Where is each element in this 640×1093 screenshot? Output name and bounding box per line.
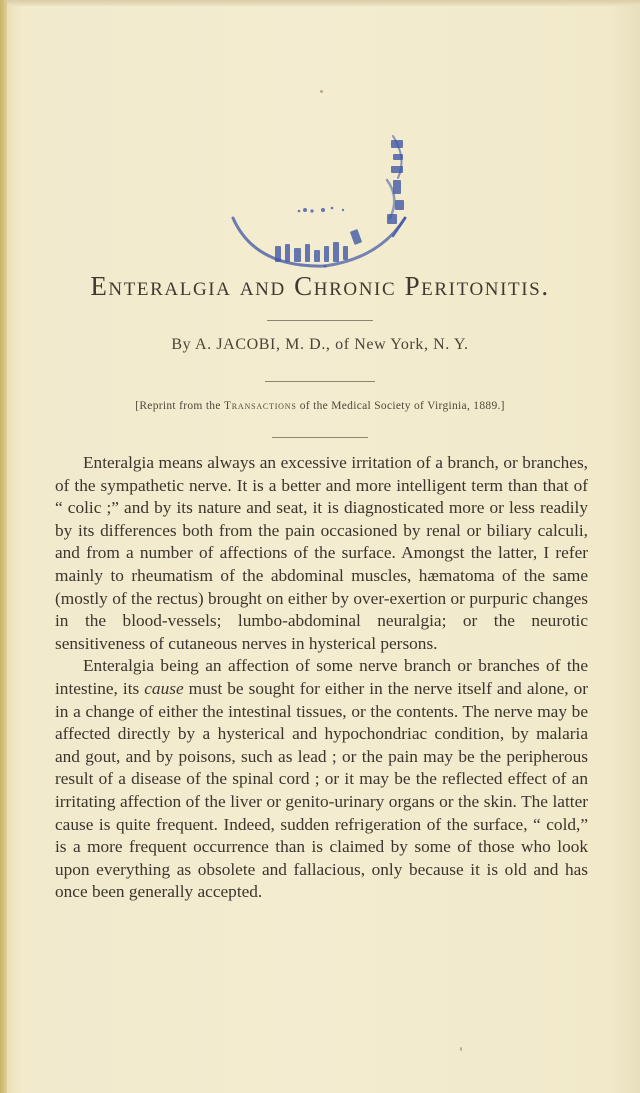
reprint-journal: Transactions xyxy=(223,400,297,412)
author-byline: By A. JACOBI, M. D., of New York, N. Y. xyxy=(171,336,469,353)
paragraph-text: Enteralgia being an affection of some nerve branch or branches of the intestine, its xyxy=(55,656,588,698)
paragraph xyxy=(55,655,588,904)
emphasis-text: cause xyxy=(144,678,184,698)
paragraph: Enteralgia means always an excessive irritation of a branch, or branches, of the sympathetic nerve. It is a better and more intelligent term than that of “ colic ;” and by its nature and seat, it is diagnosticated more or less readily by its differences both from the pain occasioned by renal or biliary calculi, and from a number of affections of the surface. Amongst the latter, I refer mainly to rheumatism of the abdominal muscles, hæmatoma of the same (mostly of the rectus) brought on either by over-exertion or purpuric changes in the blood-vessels; lumbo-abdominal neuralgia; or the neurotic sensitiveness of cutaneous nerves in hysterical persons. xyxy=(55,453,588,653)
reprint-divider xyxy=(272,437,368,438)
reprint-note xyxy=(0,400,640,412)
paragraph-text: must be sought for either in the nerve itself and alone, or in a change of either the intestinal tissues, or the contents. The nerve may be affected directly by a hysterical and hypochondriac condition, by malaria and gout, and by poisons, such as lead ; or the pain may be the peripherous result of a disease of the spinal cord ; or it may be the reflected effect of an irritating affection of the liver or genito-urinary organs or the skin. The latter cause is quite frequent. Indeed, sudden refrigeration of the surface, “ cold,” is a more frequent occurrence than is claimed by some of those who look upon everything as obsolete and fallacious, only because it is old and has once been generally accepted. xyxy=(55,678,589,902)
library-stamp-icon xyxy=(215,118,415,278)
byline-divider xyxy=(265,381,375,382)
ink-speck xyxy=(460,1047,462,1051)
page-top-edge xyxy=(0,0,640,6)
page-binding-edge xyxy=(0,0,7,1093)
article-body xyxy=(55,452,588,904)
reprint-prefix: [Reprint from the xyxy=(135,400,224,412)
ink-speck xyxy=(320,90,323,93)
page-title: Enteralgia and Chronic Peritonitis. xyxy=(90,271,550,301)
reprint-suffix: of the Medical Society of Virginia, 1889.] xyxy=(296,400,505,412)
title-divider xyxy=(267,320,373,321)
